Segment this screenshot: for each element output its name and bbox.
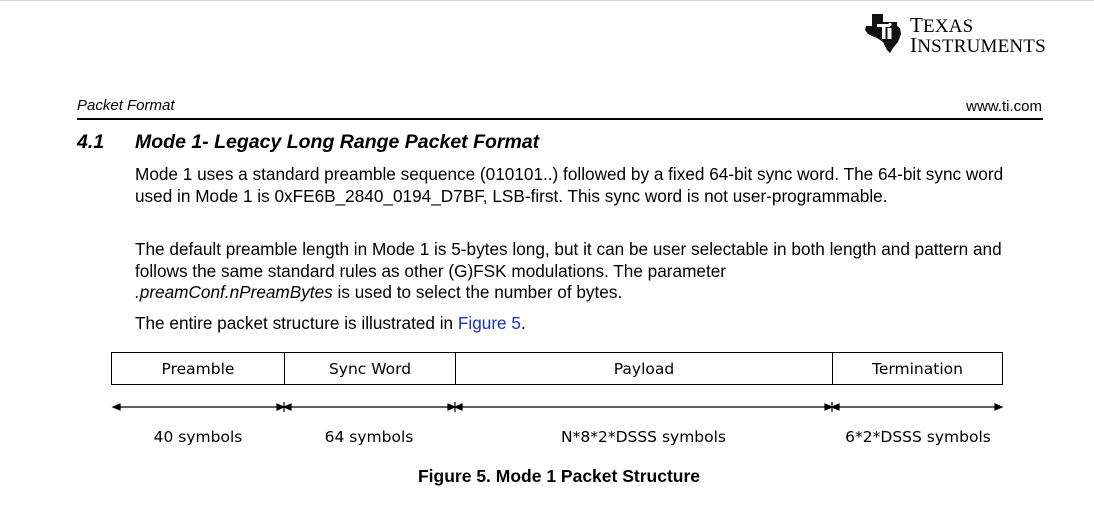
arrowhead-icon — [832, 404, 839, 410]
field-termination: Termination — [832, 353, 1002, 384]
paragraph-text: The default preamble length in Mode 1 is 5-bytes long, but it can be user selectable in both length and pattern and follows the same standard rules as other (G)FSK modulations. The parameter — [135, 239, 1002, 281]
ti-logo-wordmark: TEXAS INSTRUMENTS — [910, 13, 1046, 57]
packet-structure-diagram — [111, 352, 1003, 385]
header-rule — [77, 118, 1043, 120]
length-sync-word: 64 symbols — [324, 428, 414, 446]
field-preamble: Preamble — [161, 359, 235, 378]
arrowhead-icon — [455, 404, 462, 410]
field-sync-word: Sync Word — [284, 353, 455, 384]
arrowhead-icon — [284, 404, 291, 410]
length-arrows — [0, 396, 1094, 420]
paragraph-text: The entire packet structure is illustrated in — [135, 313, 458, 333]
paragraph-text: is used to select the number of bytes. — [332, 282, 623, 302]
figure-caption: Figure 5. Mode 1 Packet Structure — [417, 466, 701, 486]
length-payload: N*8*2*DSSS symbols — [561, 428, 726, 446]
paragraph-figure-reference — [135, 313, 1035, 335]
section-number: 4.1 — [77, 131, 105, 153]
running-header-url: www.ti.com — [966, 98, 1042, 115]
paragraph-sync-word: Mode 1 uses a standard preamble sequence (010101..) followed by a fixed 64-bit sync word. The 64-bit sync word used in Mode 1 is 0xFE6B_2840_0194_D7BF, LSB-first. This sync word is not user-programmable. — [135, 164, 1004, 206]
running-header-title: Packet Format — [77, 97, 175, 114]
section-title: Mode 1- Legacy Long Range Packet Format — [135, 131, 540, 153]
figure-5-link[interactable]: Figure 5 — [457, 313, 521, 333]
parameter-name: .preamConf.nPreamBytes — [135, 282, 333, 302]
length-preamble: 40 symbols — [153, 428, 243, 446]
length-termination: 6*2*DSSS symbols — [845, 428, 991, 446]
ti-logo — [863, 12, 1048, 58]
paragraph-preamble-length — [135, 239, 1035, 304]
arrowhead-left-icon — [113, 404, 120, 410]
paragraph-text: . — [520, 313, 526, 333]
page-top-edge — [0, 0, 1094, 1]
field-payload: Payload — [455, 353, 832, 384]
arrowhead-right-icon — [995, 404, 1002, 410]
texas-state-logo-icon — [863, 12, 905, 54]
